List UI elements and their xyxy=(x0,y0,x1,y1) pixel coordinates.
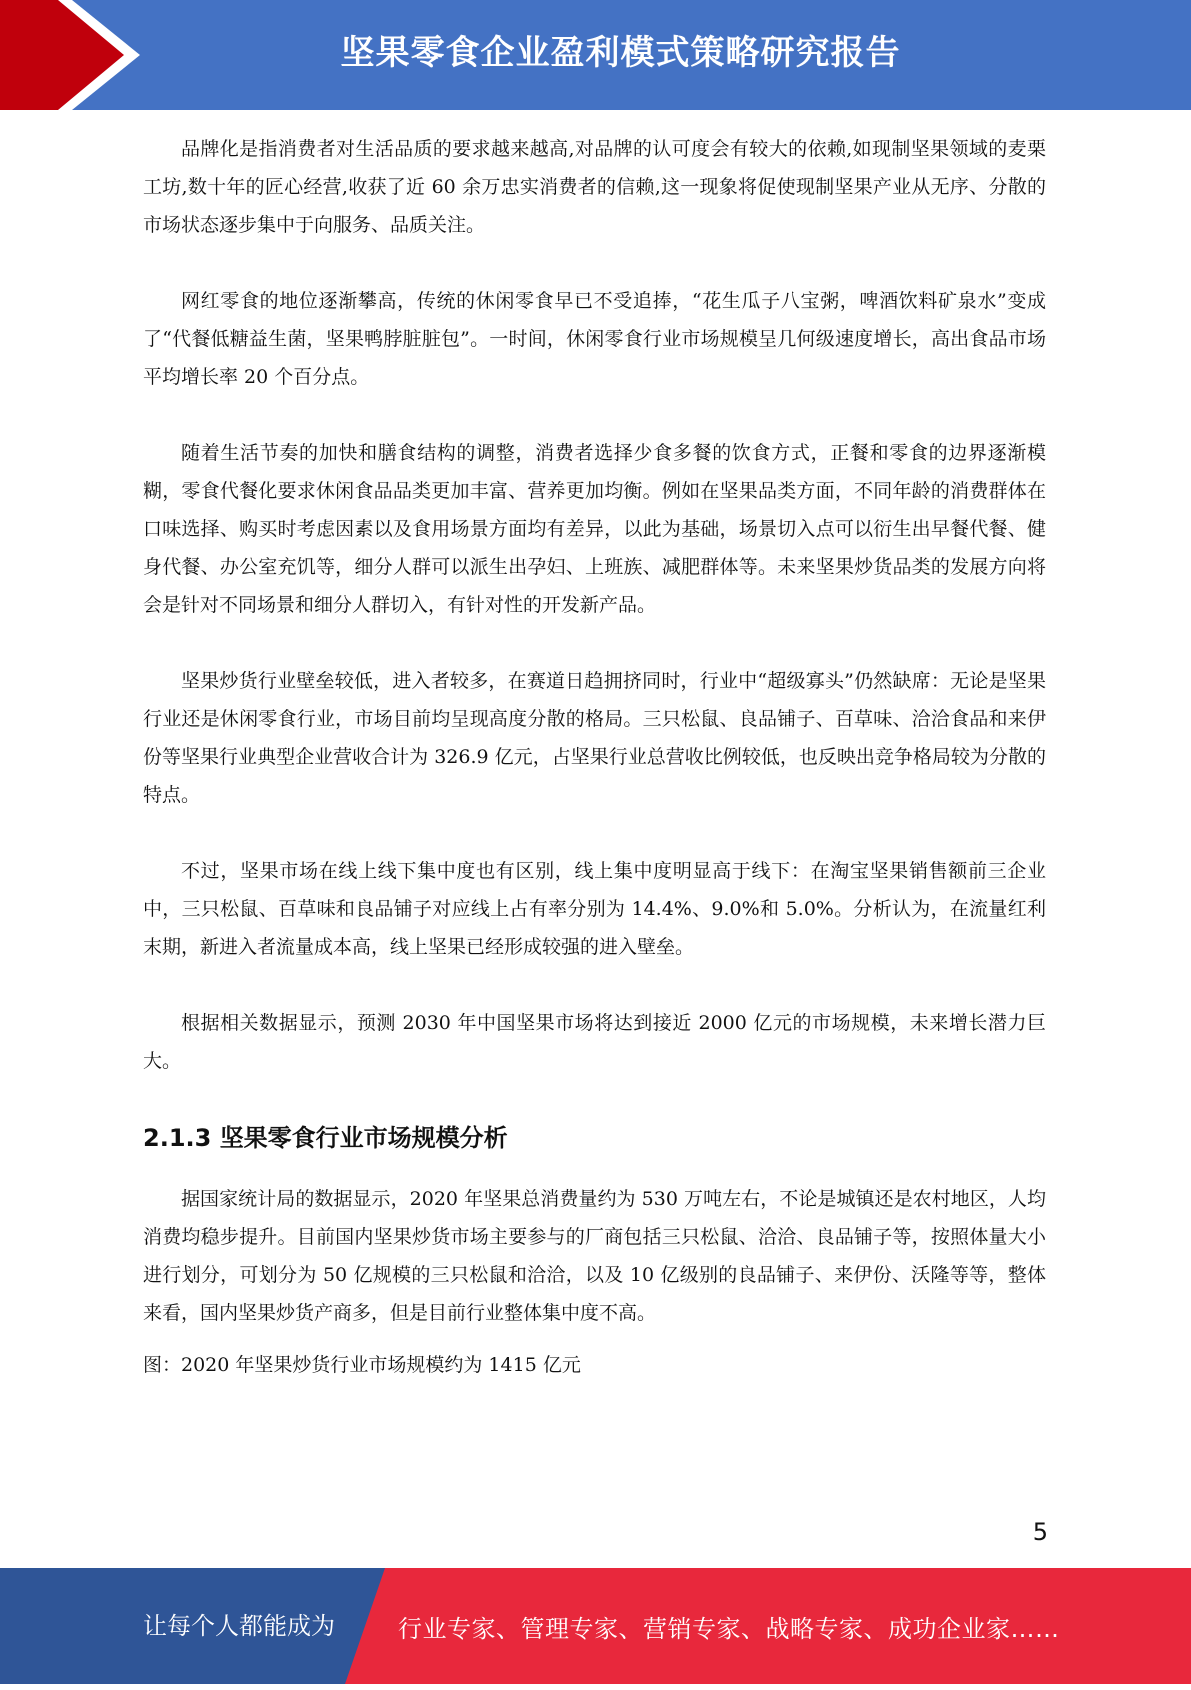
paragraph-industry-barriers: 坚果炒货行业壁垒较低，进入者较多，在赛道日趋拥挤同时，行业中“超级寡头”仍然缺席：无论是坚果行业还是休闲零食行业，市场目前均呈现高度分散的格局。三只松鼠、良品铺子、百草味、洽洽食品和来伊份等坚果行业典型企业营收合计为 326.9 亿元，占坚果行业总营收比例较低，也反映出竞争格局较为分散的特点。 xyxy=(143,670,1046,806)
footer-slogan-left: 让每个人都能成为 xyxy=(143,1612,335,1640)
paragraph-internet-snacks: 网红零食的地位逐渐攀高，传统的休闲零食早已不受追捧，“花生瓜子八宝粥，啤酒饮料矿泉水”变成了“代餐低糖益生菌，坚果鸭脖脏脏包”。一时间，休闲零食行业市场规模呈几何级速度增长，高出食品市场平均增长率 20 个百分点。 xyxy=(143,290,1046,388)
report-title: 坚果零食企业盈利模式策略研究报告 xyxy=(340,33,901,73)
paragraph-branding: 品牌化是指消费者对生活品质的要求越来越高,对品牌的认可度会有较大的依赖,如现制坚果领域的麦栗工坊,数十年的匠心经营,收获了近 60 余万忠实消费者的信赖,这一现象将促使现制坚果产业从无序、分散的市场状态逐步集中于向服务、品质关注。 xyxy=(143,138,1046,236)
page-header xyxy=(0,0,1191,110)
page-number: 5 xyxy=(1032,1518,1048,1546)
document-body xyxy=(143,130,1046,1384)
paragraph-market-size: 据国家统计局的数据显示，2020 年坚果总消费量约为 530 万吨左右，不论是城镇还是农村地区，人均消费均稳步提升。目前国内坚果炒货市场主要参与的厂商包括三只松鼠、洽洽、良品铺子等，按照体量大小进行划分，可划分为 50 亿规模的三只松鼠和洽洽，以及 10 亿级别的良品铺子、来伊份、沃隆等等，整体来看，国内坚果炒货产商多，但是目前行业整体集中度不高。 xyxy=(143,1188,1046,1324)
section-heading: 2.1.3 坚果零食行业市场规模分析 xyxy=(143,1124,508,1152)
page-footer xyxy=(0,1568,1191,1684)
footer-slogan-right: 行业专家、管理专家、营销专家、战略专家、成功企业家…… xyxy=(398,1615,1060,1643)
paragraph-market-forecast: 根据相关数据显示，预测 2030 年中国坚果市场将达到接近 2000 亿元的市场规模，未来增长潜力巨大。 xyxy=(143,1012,1046,1072)
figure-caption: 图：2020 年坚果炒货行业市场规模约为 1415 亿元 xyxy=(143,1354,581,1376)
header-arrow-icon xyxy=(0,0,160,110)
paragraph-meal-replacement: 随着生活节奏的加快和膳食结构的调整，消费者选择少食多餐的饮食方式，正餐和零食的边界逐渐模糊，零食代餐化要求休闲食品品类更加丰富、营养更加均衡。例如在坚果品类方面，不同年龄的消费群体在口味选择、购买时考虑因素以及食用场景方面均有差异，以此为基础，场景切入点可以衍生出早餐代餐、健身代餐、办公室充饥等，细分人群可以派生出孕妇、上班族、减肥群体等。未来坚果炒货品类的发展方向将会是针对不同场景和细分人群切入，有针对性的开发新产品。 xyxy=(143,442,1046,616)
paragraph-online-concentration: 不过，坚果市场在线上线下集中度也有区别，线上集中度明显高于线下：在淘宝坚果销售额前三企业中，三只松鼠、百草味和良品铺子对应线上占有率分别为 14.4%、9.0%和 5.0%。分析认为，在流量红利末期，新进入者流量成本高，线上坚果已经形成较强的进入壁垒。 xyxy=(143,860,1046,958)
